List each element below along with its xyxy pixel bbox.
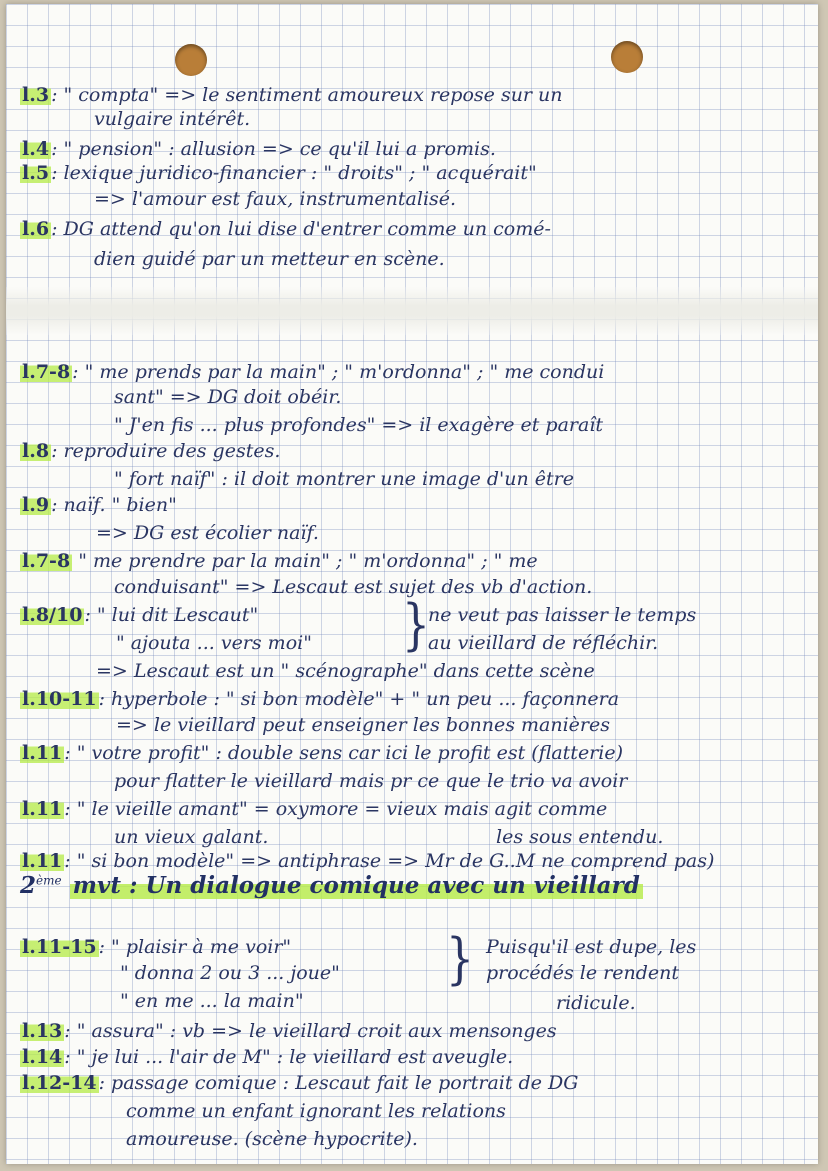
note-line [114,468,574,491]
line-text: : " assura" : vb => le vieillard croit aux mensonges [64,1020,557,1042]
note-line [20,162,537,185]
line-text: un vieux galant. [114,826,269,848]
note-line [114,770,627,793]
line-text: conduisant" => Lescaut est sujet des vb d'action. [114,576,593,598]
line-text: " fort naïf" : il doit montrer une image d'un être [114,468,574,490]
heading-label: mvt : [72,872,146,899]
note-line [428,632,658,655]
note-line [116,632,312,655]
line-reference: l.14 [22,1046,63,1068]
line-reference: l.11 [22,850,63,872]
line-text: dien guidé par un metteur en scène. [94,248,445,270]
note-line [114,826,268,849]
brace-left-group: } [402,593,430,658]
line-text: : hyperbole : " si bon modèle" + " un peu ... façonnera [98,688,620,710]
heading-superscript: ème [36,873,62,888]
line-text: " donna 2 ou 3 ... joue" [120,962,340,984]
note-line [20,1072,578,1095]
line-text: Puisqu'il est dupe, les [486,936,697,958]
note-line [114,414,603,437]
line-text: : DG attend qu'on lui dise d'entrer comme un comé- [51,218,551,240]
note-line [20,138,496,161]
note-line [20,604,258,627]
note-line [94,108,250,131]
heading-highlight [70,872,643,899]
note-line [126,1100,506,1123]
line-reference: l.11 [22,742,63,764]
note-line [20,84,563,107]
line-reference: l.7-8 [22,550,71,572]
line-text: : " je lui ... l'air de M" : le vieillard est aveugle. [64,1046,514,1068]
note-line [486,936,696,959]
note-line [20,218,551,241]
line-text: : " si bon modèle" => antiphrase => Mr de G..M ne comprend pas) [64,850,715,872]
line-reference: l.11-15 [22,936,97,958]
line-reference: l.3 [22,84,50,106]
note-line [94,248,445,271]
line-text: ridicule. [556,992,636,1014]
note-line [126,1128,418,1151]
note-line [20,936,291,959]
line-text: => DG est écolier naïf. [96,522,319,544]
note-line [20,1020,557,1043]
note-line [20,494,177,517]
line-text: : " lui dit Lescaut" [84,604,259,626]
note-line [20,850,714,873]
note-line [96,660,595,683]
punch-hole-right [611,41,643,73]
note-line [20,688,619,711]
line-text: => l'amour est faux, instrumentalisé. [94,188,457,210]
line-reference: l.11 [22,798,63,820]
notebook-page [6,4,818,1164]
line-text: : reproduire des gestes. [51,440,281,462]
note-line [114,386,341,409]
note-line [114,576,592,599]
line-text: " me prendre par la main" ; " m'ordonna" ; " me [72,550,538,572]
note-line [94,188,456,211]
note-line [486,962,679,985]
line-text: amoureuse. (scène hypocrite). [126,1128,418,1150]
line-text: comme un enfant ignorant les relations [126,1100,506,1122]
line-text: " en me ... la main" [120,990,304,1012]
line-reference: l.7-8 [22,361,71,383]
note-line [556,992,636,1015]
line-text: : " plaisir à me voir" [98,936,292,958]
line-text: vulgaire intérêt. [94,108,251,130]
note-line [120,962,340,985]
line-text: : " compta" => le sentiment amoureux repose sur un [51,84,563,106]
line-reference: l.13 [22,1020,63,1042]
line-reference: l.12-14 [22,1072,97,1094]
note-line [496,826,663,849]
note-line [116,714,610,737]
line-text: les sous entendu. [496,826,664,848]
line-reference: l.10-11 [22,688,97,710]
line-text: => le vieillard peut enseigner les bonnes manières [116,714,610,736]
note-line [120,990,304,1013]
note-line [20,742,623,765]
note-line [20,440,280,463]
line-text: : naïf. " bien" [51,494,177,516]
heading-number: 2 [20,872,37,899]
line-text: " ajouta ... vers moi" [116,632,312,654]
note-line [20,361,604,384]
line-text: : lexique juridico-financier : " droits" ; " acquérait" [51,162,537,184]
note-line [428,604,696,627]
brace-right-group: } [446,927,474,992]
line-text: " J'en fis ... plus profondes" => il exagère et paraît [114,414,604,436]
section-heading [20,872,643,899]
heading-title: Un dialogue comique avec un vieillard [145,872,640,899]
line-text: : " pension" : allusion => ce qu'il lui a promis. [51,138,496,160]
note-line [20,798,607,821]
note-line [96,522,319,545]
note-line [20,550,538,573]
punch-hole-left [175,44,207,76]
line-reference: l.8 [22,440,50,462]
line-text: pour flatter le vieillard mais pr ce que le trio va avoir [114,770,628,792]
line-reference: l.8/10 [22,604,83,626]
line-reference: l.5 [22,162,50,184]
line-text: : " le vieille amant" = oxymore = vieux mais agit comme [64,798,608,820]
line-reference: l.4 [22,138,50,160]
line-reference: l.9 [22,494,50,516]
note-line [20,1046,513,1069]
blurred-band [6,287,818,335]
line-text: : " me prends par la main" ; " m'ordonna" ; " me condui [72,361,605,383]
line-text: sant" => DG doit obéir. [114,386,342,408]
line-text: => Lescaut est un " scénographe" dans cette scène [96,660,595,682]
line-text: procédés le rendent [486,962,679,984]
line-text: au vieillard de réfléchir. [428,632,659,654]
line-text: ne veut pas laisser le temps [428,604,697,626]
line-text: : passage comique : Lescaut fait le portrait de DG [98,1072,579,1094]
line-reference: l.6 [22,218,50,240]
line-text: : " votre profit" : double sens car ici le profit est (flatterie) [64,742,623,764]
